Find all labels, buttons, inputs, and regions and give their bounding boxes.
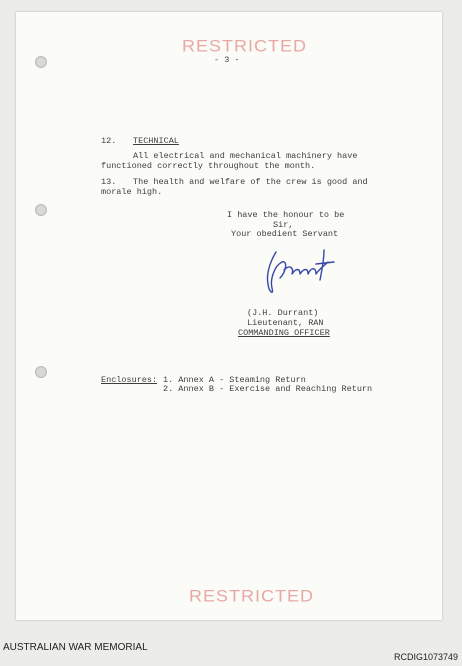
punch-hole	[35, 204, 47, 216]
enclosure-item-2: 2. Annex B - Exercise and Reaching Return	[163, 384, 373, 394]
signatory-name: (J.H. Durrant)	[247, 308, 319, 318]
closing-line2: Sir,	[273, 220, 294, 230]
document-page	[16, 12, 442, 620]
punch-hole	[35, 56, 47, 68]
restricted-stamp-top: RESTRICTED	[182, 37, 308, 56]
punch-hole	[35, 366, 47, 378]
para13-line1: The health and welfare of the crew is good and	[133, 177, 368, 187]
page-number: - 3 -	[214, 55, 240, 65]
enclosure-item-1: 1. Annex A - Steaming Return	[163, 375, 306, 385]
restricted-stamp-bottom: RESTRICTED	[189, 587, 315, 606]
para12-line2: functioned correctly throughout the month.	[101, 161, 316, 171]
closing-line1: I have the honour to be	[227, 210, 345, 220]
signatory-title: COMMANDING OFFICER	[238, 328, 330, 338]
para13-line2: morale high.	[101, 187, 163, 197]
institution-name: AUSTRALIAN WAR MEMORIAL	[3, 642, 148, 653]
para12-line1: All electrical and mechanical machinery have	[133, 151, 358, 161]
para12-heading: TECHNICAL	[133, 136, 179, 146]
catalogue-id: RCDIG1073749	[393, 652, 458, 662]
handwritten-signature	[262, 244, 342, 300]
signatory-rank: Lieutenant, RAN	[247, 318, 324, 328]
closing-line3: Your obedient Servant	[231, 229, 339, 239]
para13-number: 13.	[101, 177, 117, 187]
enclosures-label: Enclosures:	[101, 375, 158, 385]
para12-number: 12.	[101, 136, 117, 146]
